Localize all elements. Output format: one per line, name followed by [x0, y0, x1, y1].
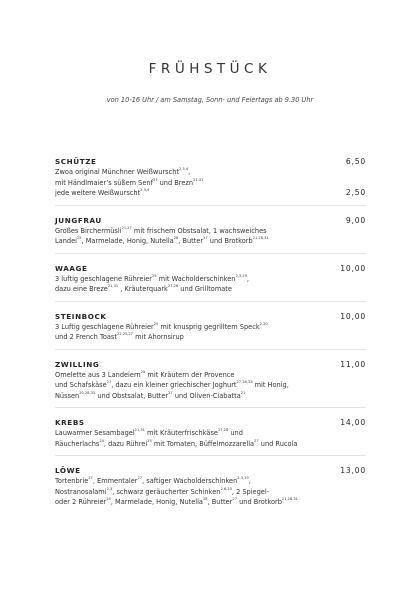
menu-item-description — [55, 487, 366, 498]
menu-item-description — [55, 322, 366, 333]
allergen-note: 21 — [240, 390, 246, 395]
description-text: , Butter — [207, 498, 233, 506]
extra-price: 2,50 — [345, 188, 366, 197]
description-text: und Brezn — [157, 178, 194, 187]
menu-item-name: SCHÜTZE — [55, 157, 97, 166]
allergen-note: 27 — [254, 438, 259, 443]
description-text: und 2 French Toast — [55, 333, 117, 341]
menu-item-name: WAAGE — [55, 263, 88, 273]
menu-item — [55, 417, 366, 456]
opening-hours: von 10-16 Uhr / am Samstag, Sonn- und Feiertags ab 9.30 Uhr — [106, 96, 314, 104]
description-text: und — [228, 429, 243, 437]
description-text: , — [246, 274, 249, 283]
allergen-note: 27 — [203, 236, 208, 240]
description-text: , dazu Rührei — [103, 439, 148, 448]
allergen-note: 2,3 — [106, 486, 113, 491]
menu-item-description — [55, 380, 366, 391]
menu-item-description — [55, 370, 366, 381]
description-text: mit Tomaten, Büffelmozzarella — [151, 439, 255, 448]
allergen-note: 25 — [153, 321, 159, 326]
description-text: dazu eine Breze — [55, 285, 108, 293]
allergen-note: 27 — [88, 476, 93, 480]
menu-item-description — [55, 274, 366, 285]
description-text: , Marmelade, Honig, Nutella — [81, 237, 174, 245]
description-text: , 2 Spiegel- — [231, 487, 270, 496]
description-text: , schwarz geräucherter Schinken — [112, 487, 221, 496]
menu-item-description — [55, 284, 366, 295]
allergen-note: 27 — [137, 476, 143, 480]
description-text: Nostranosalami — [55, 487, 107, 496]
description-text: Omelette aus 3 Landeiern — [55, 370, 141, 379]
description-text: oder 2 Rühreier — [55, 498, 107, 506]
menu-item-price: 6,50 — [345, 157, 366, 166]
menu-item-name: STEINBOCK — [55, 311, 107, 321]
description-text: Zwoa original Münchner Weißwurscht — [55, 168, 179, 176]
menu-item-description — [55, 236, 366, 247]
description-text: , — [248, 477, 251, 485]
allergen-note: 2,3,19 — [237, 476, 249, 480]
description-text: und Rucola — [258, 439, 298, 448]
allergen-note: 25 — [152, 273, 157, 278]
description-text: , — [188, 168, 191, 176]
allergen-note: 27 — [168, 390, 173, 395]
description-text: , Kräuterquark — [118, 285, 168, 293]
allergen-note: 33 — [152, 177, 158, 182]
description-text: und Oliven-Ciabatta — [172, 391, 241, 400]
description-text: Räucherlachs — [55, 439, 100, 448]
menu-item-name: JUNGFRAU — [55, 215, 102, 225]
menu-item-description — [55, 167, 366, 178]
allergen-note: 25 — [147, 438, 152, 443]
allergen-note: 2,20 — [259, 321, 268, 326]
allergen-note: 21,28,31 — [252, 236, 269, 240]
description-text: mit Kräutern der Provence — [145, 370, 235, 379]
allergen-note: 21,31 — [193, 177, 204, 182]
description-text: und Brotkorb — [207, 237, 253, 245]
menu-item-name: ZWILLING — [55, 359, 100, 369]
description-text: mit knusprig gegrilltem Speck — [158, 322, 260, 331]
allergen-note: 25 — [106, 497, 111, 501]
description-text: , Marmelade, Honig, Nutella — [110, 498, 203, 506]
allergen-note: 2,3,4 — [179, 167, 189, 171]
description-text: , dazu ein kleiner griechischer Joghurt — [111, 381, 237, 389]
description-text: und Schafskäse — [55, 381, 107, 389]
allergen-note: 21,31 — [107, 284, 119, 288]
allergen-note: 28 — [202, 497, 208, 501]
description-text: , saftiger Wacholderschinken — [142, 477, 238, 485]
menu-item — [55, 311, 366, 350]
allergen-note: 21,25,27 — [116, 332, 133, 336]
menu-item-price: 9,00 — [345, 215, 366, 225]
menu-item-name: LÖWE — [55, 466, 81, 475]
menu-item-description — [55, 178, 366, 189]
menu-item-price: 10,00 — [340, 263, 366, 273]
menu-item — [55, 156, 366, 206]
description-text: mit Ahornsirup — [132, 333, 184, 341]
description-text: mit frischem Obstsalat, 1 wachsweiches — [131, 226, 267, 235]
allergen-note: 28 — [173, 236, 179, 240]
menu-item-description — [55, 332, 366, 343]
menu-item — [55, 263, 366, 302]
allergen-note: 2,3,4 — [140, 188, 150, 192]
description-text: jede weitere Weißwurscht — [55, 189, 141, 197]
description-text: Tortenbrie — [55, 477, 89, 485]
allergen-note: 27 — [232, 497, 237, 501]
menu-item-price: 10,00 — [340, 311, 366, 321]
allergen-note: 21,28,31 — [281, 497, 298, 501]
description-text: Großes Birchermüsli — [55, 226, 122, 235]
menu-item-description — [55, 476, 366, 487]
menu-item-name: KREBS — [55, 418, 85, 427]
allergen-note: 2,3,19 — [235, 273, 247, 278]
description-text: mit Händlmaier’s süßem Senf — [55, 178, 153, 187]
description-text: und Obstsalat, Butter — [95, 391, 169, 400]
description-text: und Grilltomate — [178, 285, 232, 293]
allergen-note: 2,6,33 — [220, 486, 232, 491]
description-text: mit Honig, — [252, 381, 289, 389]
description-text: Nüssen — [55, 391, 80, 400]
menu-item — [55, 359, 366, 409]
menu-item-description — [55, 497, 366, 508]
menu-item-price: 14,00 — [340, 418, 366, 427]
description-text: 3 luftig geschlagene Rühreier — [55, 274, 152, 283]
allergen-note: 27 — [106, 380, 112, 384]
allergen-note: 24 — [99, 438, 104, 443]
allergen-note: 20,28,33 — [79, 390, 96, 395]
menu-item-price: 11,00 — [340, 359, 366, 369]
menu-item — [55, 465, 366, 514]
breakfast-menu — [55, 156, 366, 523]
allergen-note: 27,28,33 — [236, 380, 253, 384]
page-title: FRÜHSTÜCK — [148, 61, 272, 77]
allergen-note: 27,26 — [167, 284, 179, 288]
description-text: , Butter — [178, 237, 204, 245]
menu-item-description — [55, 391, 366, 402]
description-text: mit Kräuterfrischkäse — [144, 429, 218, 437]
description-text: und Brotkorb — [236, 498, 282, 506]
allergen-note: 25 — [76, 236, 82, 240]
description-text: Lauwarmer Sesambagel — [55, 429, 135, 437]
menu-item-description — [55, 188, 366, 199]
menu-item — [55, 215, 366, 254]
menu-item-description — [55, 428, 366, 439]
allergen-note: 21,31 — [134, 428, 145, 432]
menu-item-price: 13,00 — [340, 466, 366, 475]
allergen-note: 25 — [140, 369, 146, 374]
menu-item-description — [55, 226, 366, 237]
description-text: mit Wacholderschinken — [156, 274, 236, 283]
description-text: Landei — [55, 237, 77, 245]
allergen-note: 21,27 — [121, 225, 132, 230]
description-text: , Emmentaler — [92, 477, 138, 485]
allergen-note: 27,28 — [217, 428, 229, 432]
menu-item-description — [55, 439, 366, 450]
description-text: 3 Luftig geschlagene Rühreier — [55, 322, 154, 331]
